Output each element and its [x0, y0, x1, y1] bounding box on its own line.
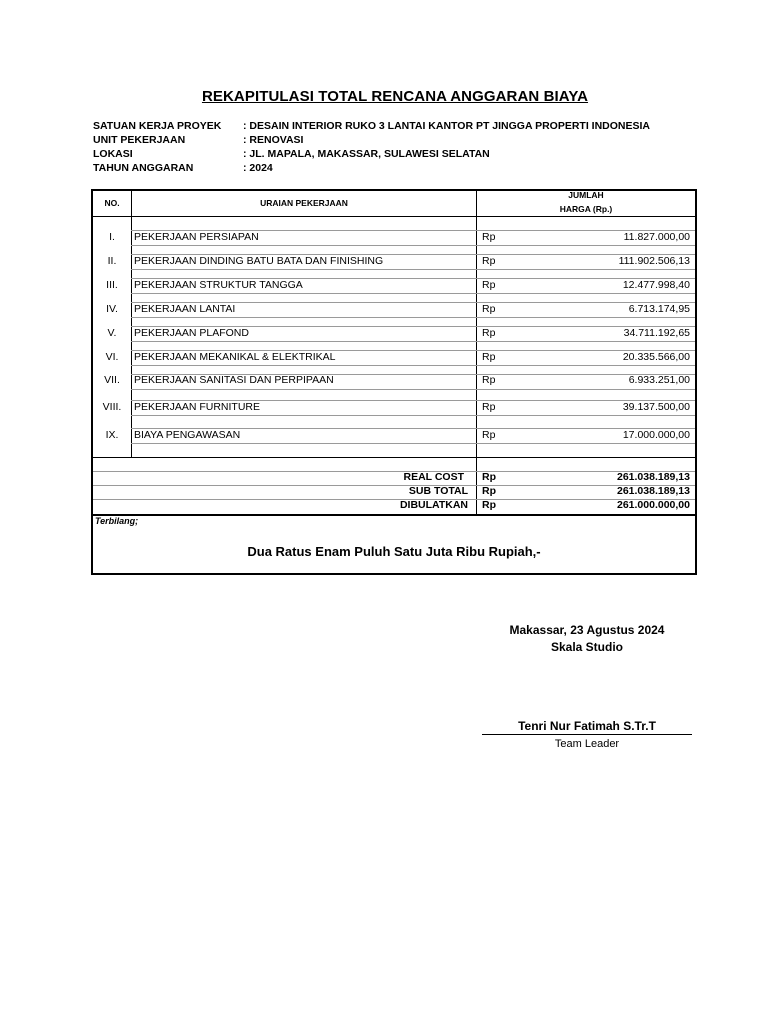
signature-line: [482, 734, 692, 735]
signature-place-date: Makassar, 23 Agustus 2024: [509, 623, 665, 637]
table-row: [93, 429, 695, 443]
info-value: : JL. MAPALA, MAKASSAR, SULAWESI SELATAN: [243, 148, 490, 160]
row-desc: PEKERJAAN LANTAI: [134, 303, 236, 315]
section-divider: [93, 457, 695, 458]
row-separator: [131, 317, 695, 318]
dibulatkan-currency: Rp: [482, 499, 496, 511]
row-no: IV.: [106, 303, 118, 315]
table-row: [93, 327, 695, 341]
row-amount: 34.711.192,65: [623, 327, 690, 339]
real-cost-label: REAL COST: [403, 471, 464, 483]
totals-divider: [93, 514, 695, 516]
table-row: [93, 351, 695, 365]
row-amount: 111.902.506,13: [618, 255, 690, 267]
info-value: : 2024: [243, 162, 273, 174]
sub-total-label: SUB TOTAL: [408, 485, 468, 497]
info-value: : DESAIN INTERIOR RUKO 3 LANTAI KANTOR PT JINGGA PROPERTI INDONESIA: [243, 120, 650, 132]
row-amount: 11.827.000,00: [623, 231, 690, 243]
row-separator: [93, 485, 695, 486]
header-harga: HARGA (Rp.): [559, 204, 613, 214]
table-row: [93, 231, 695, 245]
row-currency: Rp: [482, 255, 496, 267]
signature-name: Tenri Nur Fatimah S.Tr.T: [518, 719, 656, 733]
info-value: : RENOVASI: [243, 134, 304, 146]
row-currency: Rp: [482, 327, 496, 339]
sub-total-amount: 261.038.189,13: [617, 485, 690, 497]
header-no: NO.: [104, 198, 120, 208]
row-separator: [131, 269, 695, 270]
budget-table: [91, 189, 697, 575]
row-desc: PEKERJAAN SANITASI DAN PERPIPAAN: [134, 374, 334, 386]
row-no: III.: [106, 279, 118, 291]
row-no: II.: [107, 255, 117, 267]
table-row: [93, 374, 695, 388]
row-currency: Rp: [482, 429, 496, 441]
terbilang-text: Dua Ratus Enam Puluh Satu Juta Ribu Rupiah,-: [247, 544, 541, 559]
row-no: VI.: [105, 351, 119, 363]
terbilang-label: Terbilang;: [95, 516, 139, 526]
row-separator: [93, 471, 695, 472]
row-separator: [131, 341, 695, 342]
row-currency: Rp: [482, 279, 496, 291]
row-desc: PEKERJAAN STRUKTUR TANGGA: [134, 279, 303, 291]
row-currency: Rp: [482, 374, 496, 386]
row-separator: [131, 443, 695, 444]
row-desc: PEKERJAAN DINDING BATU BATA DAN FINISHING: [134, 255, 384, 267]
table-row: [93, 255, 695, 269]
row-amount: 6.713.174,95: [628, 303, 690, 315]
row-no: VII.: [104, 374, 120, 386]
signature-company: Skala Studio: [550, 640, 624, 654]
row-amount: 6.933.251,00: [628, 374, 690, 386]
row-desc: BIAYA PENGAWASAN: [134, 429, 241, 441]
header-uraian: URAIAN PEKERJAAN: [260, 198, 348, 208]
row-amount: 20.335.566,00: [622, 351, 690, 363]
row-separator: [131, 365, 695, 366]
row-desc: PEKERJAAN PLAFOND: [134, 327, 249, 339]
row-separator: [131, 415, 695, 416]
info-label: UNIT PEKERJAAN: [93, 134, 186, 146]
table-row: [93, 303, 695, 317]
row-currency: Rp: [482, 303, 496, 315]
info-label: LOKASI: [93, 148, 133, 160]
table-row: [93, 279, 695, 293]
header-divider: [93, 216, 695, 217]
row-separator: [131, 293, 695, 294]
sub-total-currency: Rp: [482, 485, 496, 497]
real-cost-currency: Rp: [482, 471, 496, 483]
document-title: REKAPITULASI TOTAL RENCANA ANGGARAN BIAYA: [201, 88, 589, 105]
row-separator: [93, 499, 695, 500]
real-cost-amount: 261.038.189,13: [617, 471, 690, 483]
table-row: [93, 401, 695, 415]
row-currency: Rp: [482, 231, 496, 243]
row-currency: Rp: [482, 351, 496, 363]
dibulatkan-label: DIBULATKAN: [399, 499, 468, 511]
row-no: I.: [109, 231, 115, 243]
row-no: VIII.: [102, 401, 122, 413]
header-jumlah: JUMLAH: [568, 190, 604, 200]
row-desc: PEKERJAAN MEKANIKAL & ELEKTRIKAL: [134, 351, 336, 363]
row-desc: PEKERJAAN FURNITURE: [134, 401, 261, 413]
row-no: V.: [107, 327, 117, 339]
row-currency: Rp: [482, 401, 496, 413]
row-amount: 17.000.000,00: [622, 429, 690, 441]
info-label: SATUAN KERJA PROYEK: [93, 120, 222, 132]
row-separator: [131, 245, 695, 246]
row-amount: 12.477.998,40: [622, 279, 690, 291]
row-no: IX.: [105, 429, 119, 441]
signature-role: Team Leader: [554, 738, 620, 750]
info-label: TAHUN ANGGARAN: [93, 162, 194, 174]
dibulatkan-amount: 261.000.000,00: [617, 499, 690, 511]
row-desc: PEKERJAAN PERSIAPAN: [134, 231, 259, 243]
row-separator: [131, 389, 695, 390]
row-amount: 39.137.500,00: [622, 401, 690, 413]
